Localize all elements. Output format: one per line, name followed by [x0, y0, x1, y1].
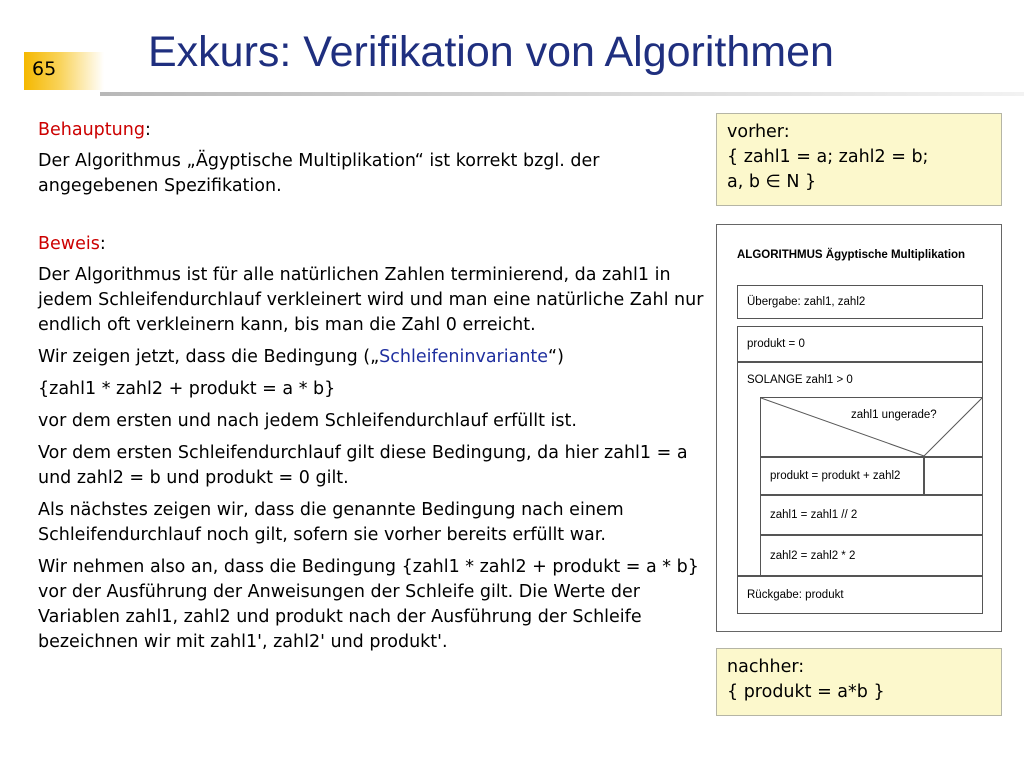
precondition-line-3: a, b ∈ N } — [727, 172, 817, 192]
claim-colon: : — [144, 120, 151, 140]
structogram-stmt-zahl1: zahl1 = zahl1 // 2 — [760, 495, 983, 535]
loop-header: SOLANGE zahl1 > 0 — [747, 374, 853, 386]
structogram-stmt-zahl2: zahl2 = zahl2 * 2 — [760, 535, 983, 576]
branch-diagonals — [761, 398, 982, 456]
claim-section — [38, 118, 706, 199]
proof-heading-line — [38, 232, 706, 257]
title-divider — [100, 92, 1024, 96]
postcondition-box — [716, 648, 1002, 716]
precondition-line-2: { zahl1 = a; zahl2 = b; — [727, 147, 929, 167]
proof-paragraph-7: Wir nehmen also an, dass die Bedingung {zahl1 * zahl2 + produkt = a * b} vor der Ausführung der Anweisungen der Schleife gilt. Die Werte der Variablen zahl1, zahl2 und produkt nach der Ausführung der Schleife bezeichnen wir mit zahl1', zahl2' und produkt'. — [38, 557, 699, 652]
page-title: Exkurs: Verifikation von Algorithmen — [148, 28, 834, 76]
page-number: 65 — [32, 58, 57, 80]
structogram-then: produkt = produkt + zahl2 — [760, 457, 924, 495]
structogram-output: Rückgabe: produkt — [737, 576, 983, 614]
proof-p2-start: Wir zeigen jetzt, dass die Bedingung („ — [38, 347, 380, 367]
loop-invariant-term: Schleifeninvariante — [379, 347, 549, 367]
proof-heading: Beweis — [38, 234, 100, 254]
postcondition-label: nachher: — [727, 657, 805, 677]
structogram-frame — [716, 224, 1002, 632]
branch-condition: zahl1 ungerade? — [851, 409, 937, 421]
proof-paragraph-1: Der Algorithmus ist für alle natürlichen Zahlen terminierend, da zahl1 in jedem Schleifendurchlauf verkleinert wird und man eine natürliche Zahl nur endlich oft verkleinern kann, bis man die Zahl 0 erreicht. — [38, 265, 704, 335]
page-number-badge — [24, 52, 104, 90]
structogram-init: produkt = 0 — [737, 326, 983, 362]
claim-heading: Behauptung — [38, 120, 145, 140]
structogram-input: Übergabe: zahl1, zahl2 — [737, 285, 983, 319]
precondition-label: vorher: — [727, 122, 790, 142]
structogram-title: ALGORITHMUS Ägyptische Multiplikation — [737, 249, 966, 261]
claim-text: Der Algorithmus „Ägyptische Multiplikation“ ist korrekt bzgl. der angegebenen Spezifikation. — [38, 151, 600, 196]
proof-p2-end: “) — [548, 347, 564, 367]
claim-heading-line — [38, 118, 706, 143]
proof-paragraph-6: Als nächstes zeigen wir, dass die genannte Bedingung nach einem Schleifendurchlauf noch gilt, sofern sie vorher bereits erfüllt war. — [38, 500, 624, 545]
proof-paragraph-3: {zahl1 * zahl2 + produkt = a * b} — [38, 379, 336, 399]
postcondition-line-2: { produkt = a*b } — [727, 682, 885, 702]
proof-paragraph-2 — [38, 345, 706, 370]
proof-paragraph-5: Vor dem ersten Schleifendurchlauf gilt diese Bedingung, da hier zahl1 = a und zahl2 = b und produkt = 0 gilt. — [38, 443, 688, 488]
precondition-box — [716, 113, 1002, 206]
proof-paragraph-4: vor dem ersten und nach jedem Schleifendurchlauf erfüllt ist. — [38, 411, 577, 431]
proof-section — [38, 232, 706, 655]
proof-colon: : — [99, 234, 106, 254]
structogram-branch — [760, 397, 983, 457]
structogram-else-empty — [924, 457, 983, 495]
